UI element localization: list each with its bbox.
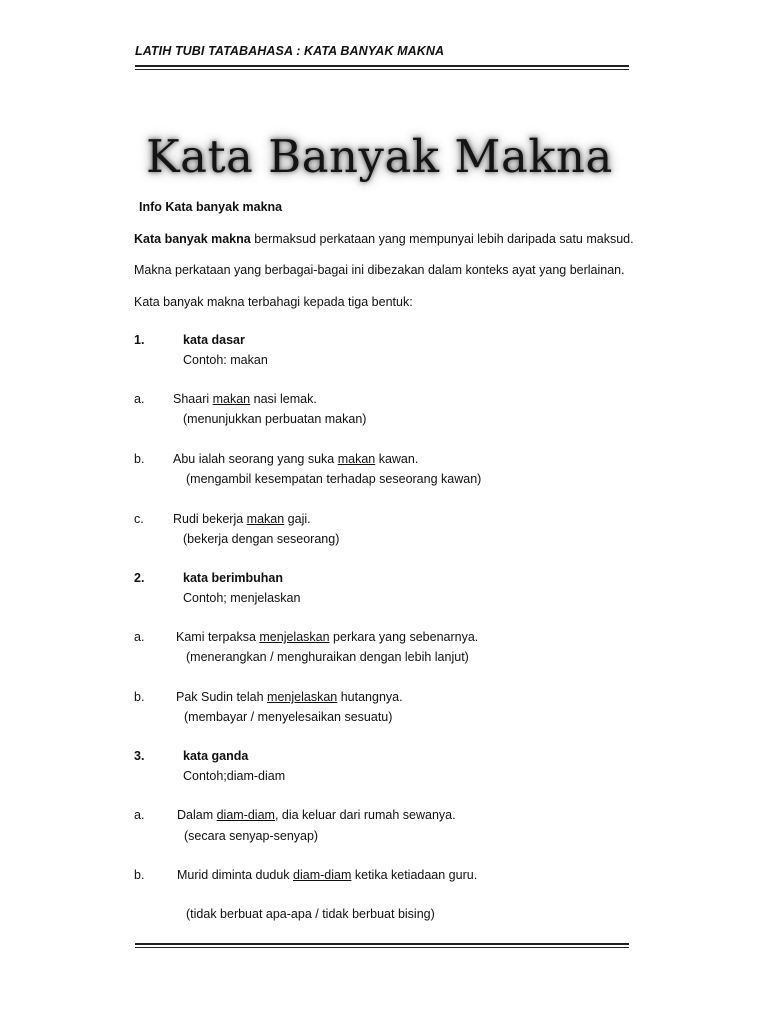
section-number: 3. [134,749,145,763]
info-heading: Info Kata banyak makna [139,200,283,214]
item-letter: c. [134,512,144,526]
example-meaning: (tidak berbuat apa-apa / tidak berbuat bising) [186,907,435,921]
highlighted-word: diam-diam [293,868,352,882]
section-example: Contoh;diam-diam [183,769,286,783]
example-sentence: Pak Sudin telah menjelaskan hutangnya. [176,690,403,704]
example-meaning: (membayar / menyelesaikan sesuatu) [184,710,393,724]
example-sentence: Shaari makan nasi lemak. [173,392,317,406]
example-sentence: Dalam diam-diam, dia keluar dari rumah sewanya. [177,808,456,822]
item-letter: a. [134,808,145,822]
example-sentence: Kami terpaksa menjelaskan perkara yang sebenarnya. [176,630,479,644]
section-title: kata ganda [183,749,249,763]
highlighted-word: menjelaskan [267,690,338,704]
example-sentence: Abu ialah seorang yang suka makan kawan. [173,452,419,466]
example-meaning: (menerangkan / menghuraikan dengan lebih lanjut) [186,650,469,664]
item-letter: b. [134,690,145,704]
highlighted-word: makan [337,452,376,466]
section-example: Contoh: makan [183,353,268,367]
section-number: 1. [134,333,145,347]
highlighted-word: makan [246,512,285,526]
document-header-title: LATIH TUBI TATABAHASA : KATA BANYAK MAKNA [135,44,445,58]
item-letter: a. [134,630,145,644]
example-meaning: (secara senyap-senyap) [184,829,319,843]
example-meaning: (mengambil kesempatan terhadap seseorang kawan) [186,472,482,486]
item-letter: b. [134,868,145,882]
banner-title: Kata Banyak Makna [146,130,613,183]
example-meaning: (bekerja dengan seseorang) [183,532,340,546]
definition-paragraph [134,232,634,247]
example-sentence: Murid diminta duduk diam-diam ketika ketiadaan guru. [177,868,478,882]
example-meaning: (menunjukkan perbuatan makan) [183,412,367,426]
definition-term: Kata banyak makna [134,232,251,246]
definition-text: bermaksud perkataan yang mempunyai lebih daripada satu maksud. [250,232,634,246]
highlighted-word: makan [212,392,251,406]
forms-paragraph: Kata banyak makna terbahagi kepada tiga bentuk: [134,295,413,309]
section-title: kata berimbuhan [183,571,284,585]
highlighted-word: menjelaskan [259,630,330,644]
context-paragraph: Makna perkataan yang berbagai-bagai ini dibezakan dalam konteks ayat yang berlainan. [134,263,625,277]
section-example: Contoh; menjelaskan [183,591,301,605]
item-letter: a. [134,392,145,406]
item-letter: b. [134,452,145,466]
highlighted-word: diam-diam [216,808,275,822]
section-number: 2. [134,571,145,585]
example-sentence: Rudi bekerja makan gaji. [173,512,311,526]
section-title: kata dasar [183,333,245,347]
